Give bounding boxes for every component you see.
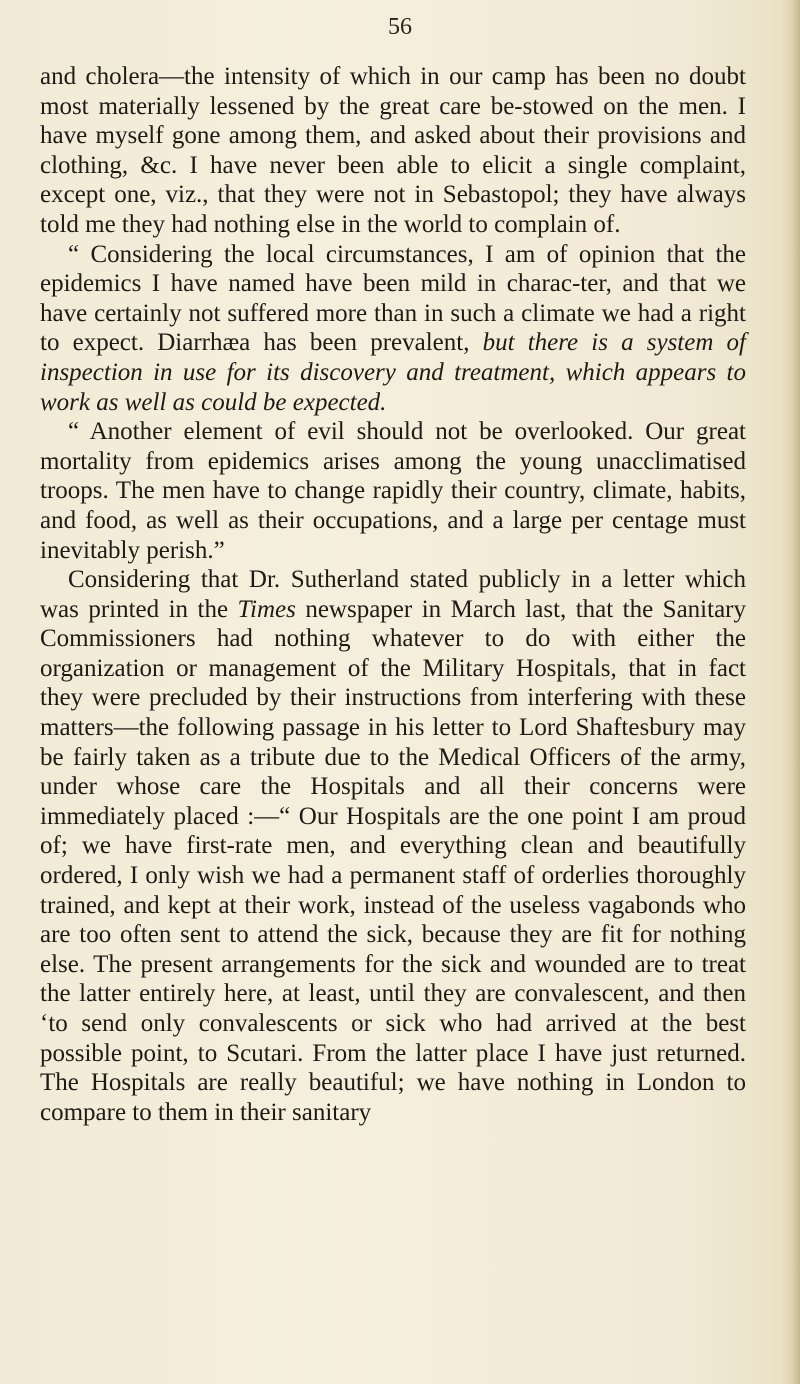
page-number: 56 [388, 14, 412, 40]
paragraph-2-text: “ Considering the local circumstances, I am of opinion that the epidemics I have named have been mild in charac-ter, and that we have certainly not suffered more than in such a climate we had a right to expect. Diarrhæa has been prevalent, [40, 240, 746, 357]
paragraph-3 [40, 417, 746, 565]
paragraph-2-italic-text: but there is a system of inspection in use for its discovery and treatment, which appears to work as well as could be expected. [40, 329, 746, 416]
paragraph-1-text: and cholera—the intensity of which in our camp has been no doubt most materially lessened by the great care be-stowed on the men. I have myself gone among them, and asked about their provisions and clothing, &c. I have never been able to elicit a single complaint, except one, viz., that they were not in Sebastopol; they have always told me they had nothing else in the world to complain of. [40, 63, 746, 238]
paragraph-4 [40, 565, 746, 1127]
paragraph-3-text: “ Another element of evil should not be overlooked. Our great mortality from epidemics arises among the young unacclimatised troops. The men have to change rapidly their country, climate, habits, and food, as well as their occupations, and a large per centage must inevitably perish.” [40, 418, 746, 564]
paragraph-4-text-b: newspaper in March last, that the Sanitary Commissioners had nothing whatever to do with either the organization or management of the Military Hospitals, that in fact they were precluded by their instructions from interfering with these matters—the following passage in his letter to Lord Shaftesbury may be fairly taken as a tribute due to the Medical Officers of the army, under whose care the Hospitals and all their concerns were immediately placed :—“ Our Hospitals are the one point I am proud of; we have first-rate men, and everything clean and beautifully ordered, I only wish we had a permanent staff of orderlies thoroughly trained, and kept at their work, instead of the useless vagabonds who are too often sent to attend the sick, because they are fit for nothing else. The present arrangements for the sick and wounded are to treat the latter entirely here, at least, until they are convalescent, and then ‘to send only convalescents or sick who had arrived at the best possible point, to Scutari. From the latter place I have just returned. The Hospitals are really beautiful; we have nothing in London to compare to them in their sanitary [40, 595, 746, 1126]
page-edge-shadow [782, 0, 800, 1384]
times-newspaper-title: Times [237, 595, 296, 623]
paragraph-2 [40, 240, 746, 418]
paragraph-4-text-a: Considering that Dr. Sutherland stated publicly in a letter which was printed in the [40, 566, 746, 623]
body-text [40, 62, 746, 1127]
paragraph-1 [40, 62, 746, 240]
